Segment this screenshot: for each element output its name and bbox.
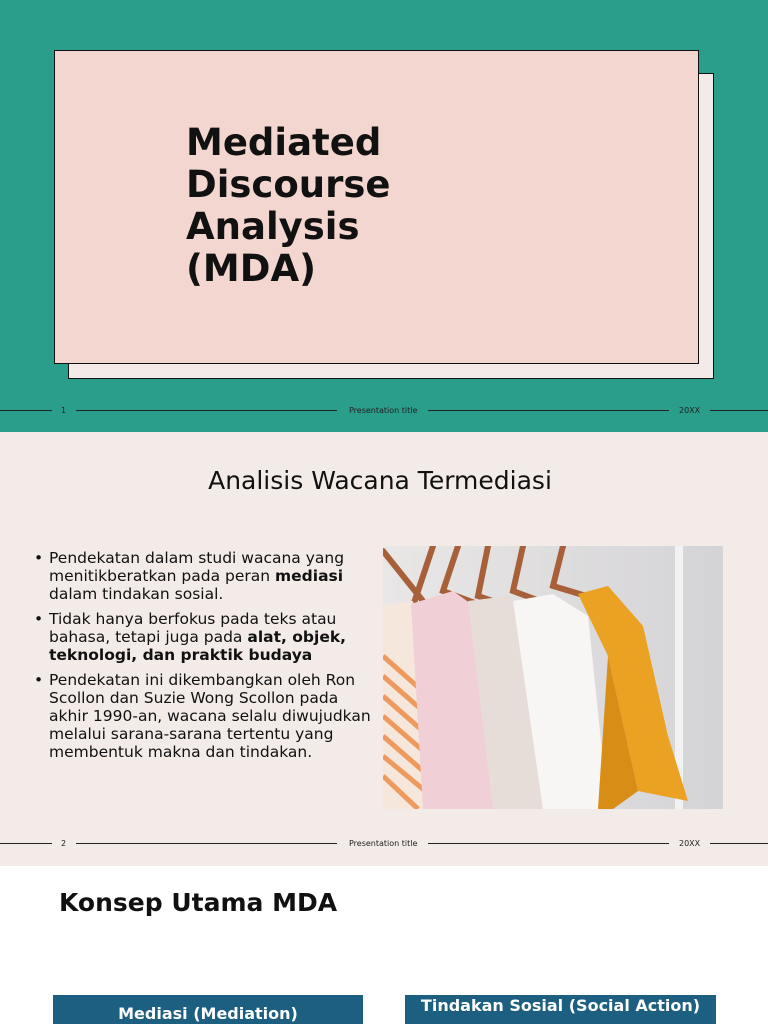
bullet-item: • Pendekatan ini dikembangkan oleh Ron Scollon dan Suzie Wong Scollon pada akhir 1990-an, wacana selalu diwujudkan melalui sarana-sarana tertentu yang membentuk makna dan tindakan. [34, 671, 374, 761]
footer-date: 20XX [679, 839, 701, 848]
page-number: 1 [61, 406, 67, 415]
title-line: Analysis [186, 205, 360, 248]
clothes-rack-photo [383, 546, 723, 809]
slide-footer [0, 405, 768, 417]
title-line: Discourse [186, 163, 391, 206]
slide-title: Analisis Wacana Termediasi [208, 466, 552, 495]
bullet-list [34, 549, 374, 768]
concept-box-mediation: Mediasi (Mediation) [53, 995, 363, 1024]
bullet-item: • Pendekatan dalam studi wacana yang menitikberatkan pada peran mediasi dalam tindakan sosial. [34, 549, 374, 603]
presentation-title [186, 122, 486, 290]
title-line: Mediated [186, 121, 382, 164]
concepts-slide [0, 866, 768, 1024]
title-line: (MDA) [186, 247, 316, 290]
footer-date: 20XX [679, 406, 701, 415]
page-number: 2 [61, 839, 67, 848]
footer-title: Presentation title [349, 839, 418, 848]
footer-title: Presentation title [349, 406, 418, 415]
bullet-item: • Tidak hanya berfokus pada teks atau bahasa, tetapi juga pada alat, objek, teknologi, dan praktik budaya [34, 610, 374, 664]
content-slide [0, 432, 768, 866]
concept-box-social-action: Tindakan Sosial (Social Action) [405, 995, 716, 1024]
title-slide [0, 0, 768, 432]
slide-footer [0, 838, 768, 850]
slide-title: Konsep Utama MDA [59, 888, 338, 917]
